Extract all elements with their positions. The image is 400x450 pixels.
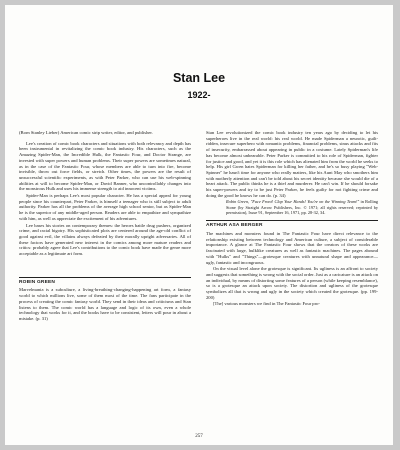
right-column [206, 130, 378, 308]
citation [226, 199, 378, 215]
critic-heading: ARTHUR ASA BERGER [206, 223, 263, 229]
body-paragraph: The machines and monsters found in The Fantastic Four have direct relevance to the relationship existing between technology and American culture, a subject of considerable importance. A glance at The Fantastic Four shows that the creators of these works are fascinated with large, hulklike creatures as well as fantastic machines. The pages abound with "Hulks" and "Things"—grotesque creatures with unnatural shape and appearance—ugly, fantastic and incongruous. [206, 231, 378, 265]
body-paragraph: Lee bases his stories on contemporary themes: the heroes battle drug pushers, organized crime, and racial bigotry. His sophisticated plots are centered around the age-old conflict of good against evil, the villains always defeated by their morally upright adversaries. All of these factors have generated new interest in the comics among more mature readers and critics: probably agree that Lee's contributions to the comic book have made the genre more acceptable as a legitimate art form. [19, 222, 191, 257]
citation-author: Robin Green, [226, 199, 250, 205]
page-title: Stan Lee [172, 71, 226, 85]
citation-source: in Rolling Stone (by Straight Arrow Publishers, Inc. © 1971; all rights reserved; reprinted by permission), Issue 91, September 16, 1971, pp. 28-32, 34. [226, 199, 379, 216]
section-divider [19, 277, 191, 278]
author-dates: 1922- [187, 90, 211, 100]
section-divider [206, 220, 378, 221]
critic-heading: ROBIN GREEN [19, 279, 56, 285]
critic-excerpt: Marvelmania is a subculture, a living-breathing-changing-happening art form, a fantasy world to which millions live, some of them most of the time. The fans participate in the process of creating the comic fantasy world. They send in their ideas and criticisms and Stan listens to them. The comic world has a language and logic of its own, even a whole technology that works for it, and the books have to be consistent, letters will pour in about a mistake. (p. 31) [19, 287, 191, 321]
page-number: 257 [195, 434, 203, 439]
body-paragraph: Spider-Man is perhaps Lee's most popular character. He has a special appeal for young people since his counterpart, Peter Parker, is himself a teenager who is still subject to adult authority. Parker has all the problems of the average high school senior, but as Spider-Man he is the superior of any middle-aged person. Readers are able to empathize and sympathize with him, as well as appreciate the excitement of his adventures. [19, 193, 191, 221]
document-page [5, 5, 393, 445]
body-paragraph: On the visual level alone the grotesque is significant. Its ugliness is an affront to society and suggests that something is wrong with the social order. Just as a caricature is an attack on an individual, by means of distorting some features of a person (while keeping resemblance), so is a grotesque an attack upon society. The distortion and ugliness of the grotesque symbolizes all that is wrong and ugly in the society which created the grotesque. (pp. 199-200) [206, 266, 378, 300]
author-intro: (Born Stanley Lieber) American comic strip writer, editor, and publisher. [19, 130, 153, 135]
body-paragraph: [The] various monsters we find in The Fantastic Four pro- [213, 301, 320, 307]
left-column [19, 130, 191, 323]
body-paragraph: Lee's creation of comic book characters and situations with both relevancy and depth has been instrumental in revitalizing the comic book industry. His characters, such as the Amazing Spider-Man, the Incredible Hulk, the Fantastic Four, and Doctor Strange, are invested with super powers and human problems. Their super powers are sometimes natural, as in the case of the Fantastic Four, whose members are able to turn into fire, become invisible, throw out force fields, or stretch. Other times, the powers are the result of unsuccessful scientific experiments, as with Peter Parker, who can use his web-spinning abilities at will to become Spider-Man, or David Banner, who uncontrollably changes into the monstrous Hulk and uses his immense strength to aid innocent victims. [19, 140, 191, 192]
citation-title: "Face Front! Clap Your Hands! You're on the Winning Team!" [250, 199, 360, 205]
critic-excerpt: Stan Lee revolutionized the comic book industry ten years ago by deciding to let his superheroes live in the real world: his real world. He made Spiderman a neurotic, guilt-ridden, insecure superhero with romantic problems, financial problems, sinus attacks and fits of insecurity, embarrassed about appearing in public in a costume. Lately Spiderman's life has become almost unbearable. Peter Parker is committed to his role of Spiderman, fighter for justice and good, and yet it is this role which has alienated him from the world he seeks to help. His girl Gwen hates Spiderman for killing her father, and he's so busy playing "Web-Spinner" he hasn't time for anyone who really matters, like his Aunt May who smothers him with motherly attention and can't be told about his secret identity because she would die of a heart attack. The public thinks he is a thief and murderer. He can't win. If he should forsake his super-powers and try to be just Peter Parker, he feels guilty for not fighting crime and doing the good he knows he can do. (p. 34) [206, 130, 378, 198]
